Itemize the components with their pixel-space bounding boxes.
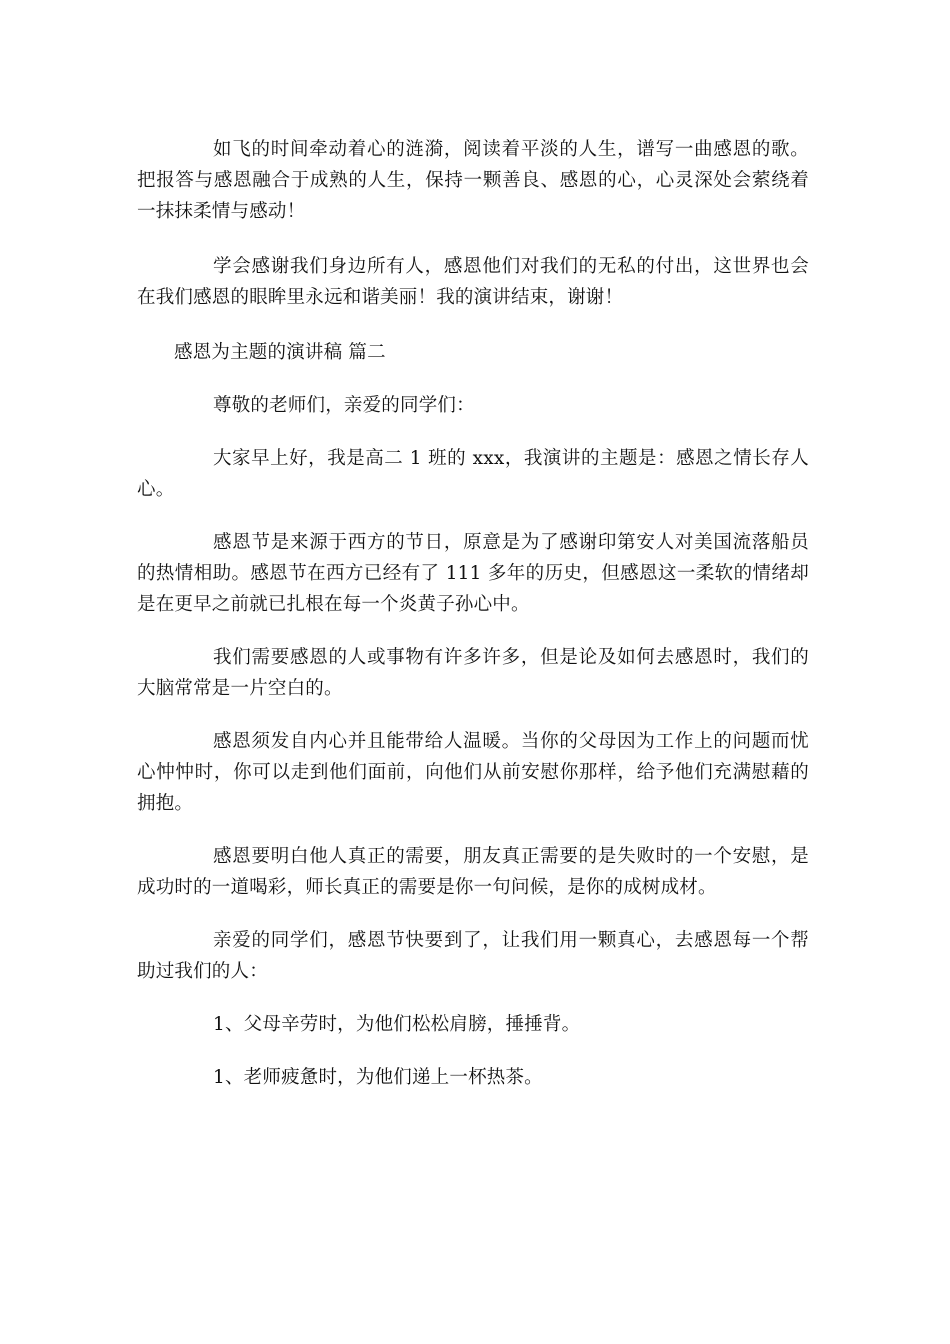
paragraph: 感恩节是来源于西方的节日，原意是为了感谢印第安人对美国流落船员的热情相助。感恩节在西方已经有了 111 多年的历史，但感恩这一柔软的情绪却是在更早之前就已扎根在每一个炎黄子孙心中。 (137, 532, 809, 615)
paragraph: 感恩须发自内心并且能带给人温暖。当你的父母因为工作上的问题而忧心忡忡时，你可以走到他们面前，向他们从前安慰你那样，给予他们充满慰藉的拥抱。 (137, 731, 809, 814)
paragraph: 尊敬的老师们，亲爱的同学们： (213, 395, 475, 416)
list-item: 1、老师疲惫时，为他们递上一杯热茶。 (213, 1067, 543, 1088)
paragraph: 大家早上好，我是高二 1 班的 xxx，我演讲的主题是：感恩之情长存人心。 (137, 448, 809, 500)
paragraph: 学会感谢我们身边所有人，感恩他们对我们的无私的付出，这世界也会在我们感恩的眼眸里永远和谐美丽！我的演讲结束，谢谢！ (137, 256, 809, 308)
paragraph: 亲爱的同学们，感恩节快要到了，让我们用一颗真心，去感恩每一个帮助过我们的人： (137, 930, 809, 982)
list-item: 1、父母辛劳时，为他们松松肩膀，捶捶背。 (213, 1014, 581, 1035)
paragraph: 如飞的时间牵动着心的涟漪，阅读着平淡的人生，谱写一曲感恩的歌。把报答与感恩融合于成熟的人生，保持一颗善良、感恩的心，心灵深处会萦绕着一抹抹柔情与感动！ (137, 139, 809, 222)
paragraph: 我们需要感恩的人或事物有许多许多，但是论及如何去感恩时，我们的大脑常常是一片空白的。 (137, 647, 809, 699)
section-heading: 感恩为主题的演讲稿 篇二 (174, 342, 386, 363)
document-body (137, 134, 809, 1093)
paragraph: 感恩要明白他人真正的需要，朋友真正需要的是失败时的一个安慰，是成功时的一道喝彩，师长真正的需要是你一句问候，是你的成树成材。 (137, 846, 809, 898)
